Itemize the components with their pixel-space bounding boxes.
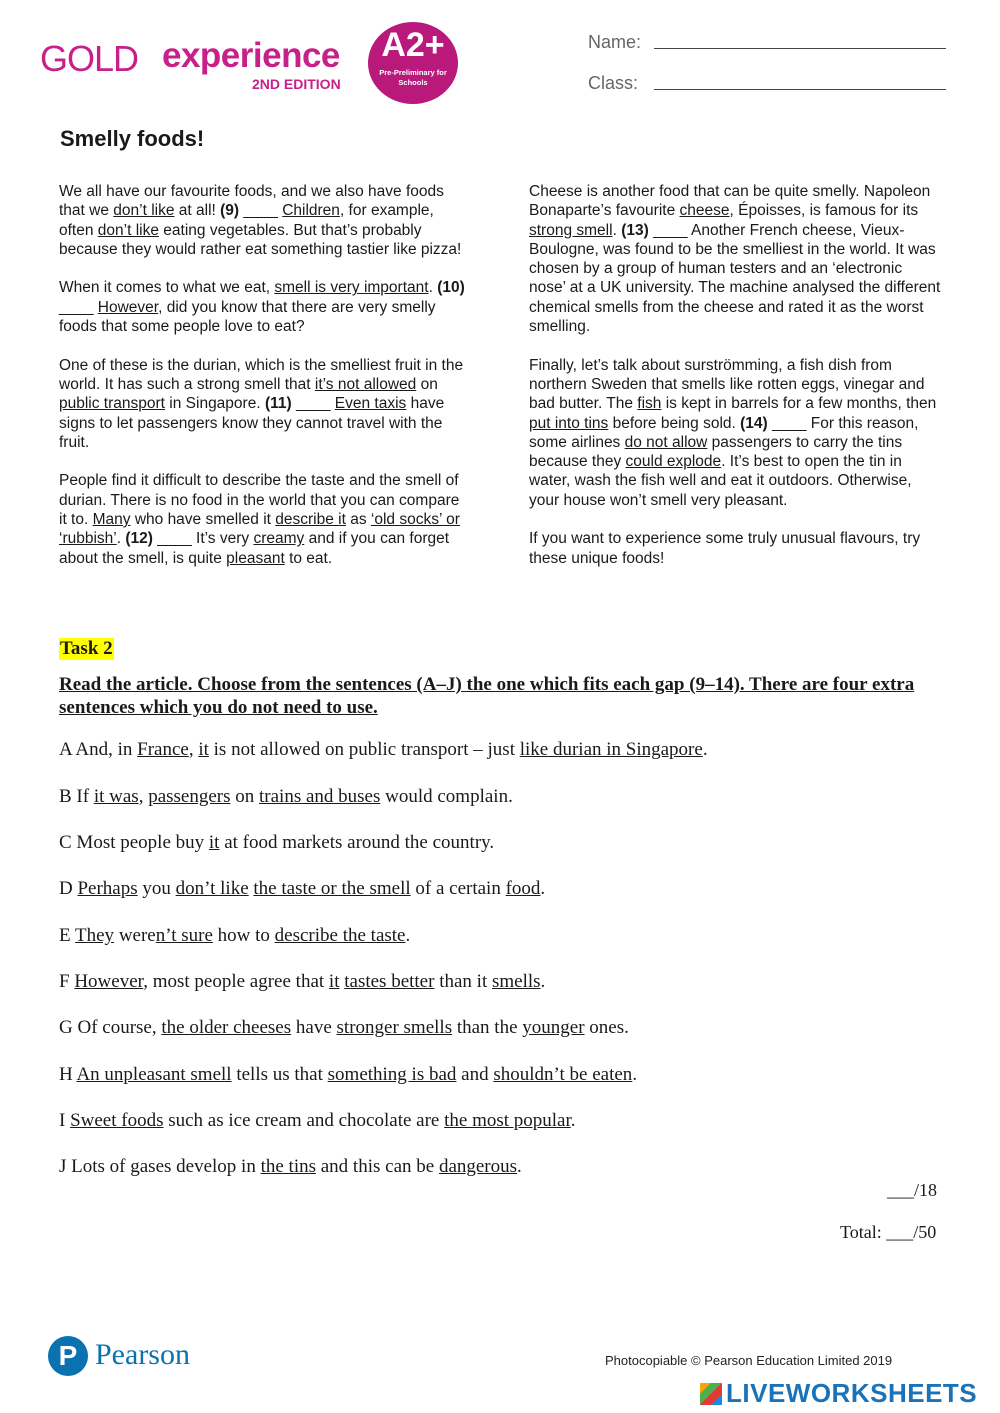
paragraph bbox=[529, 182, 941, 336]
underlined-text: n’t sure bbox=[155, 925, 213, 946]
text-run: Cheese is another food that can be quite smelly. Napoleon Bonaparte’s favourite bbox=[529, 183, 931, 220]
text-run: Finally, let’s talk about surströmming, a fish dish from northern Sweden that smells like rotten eggs, vinegar and bad butter. The bbox=[529, 356, 925, 413]
underlined-text: shouldn’t be eaten bbox=[493, 1064, 633, 1085]
text-run: ones. bbox=[584, 1017, 629, 1038]
underlined-text: creamy bbox=[253, 530, 305, 548]
text-run: . bbox=[540, 971, 546, 992]
text-run: of a certain bbox=[410, 878, 506, 899]
option-d bbox=[59, 878, 545, 900]
underlined-text: it bbox=[198, 739, 209, 760]
option-a bbox=[59, 739, 708, 761]
underlined-text: it’s not allowed bbox=[314, 375, 417, 393]
underlined-text: it bbox=[328, 971, 340, 992]
gap-number: (9) bbox=[220, 202, 240, 220]
underlined-text: They bbox=[75, 925, 115, 946]
text-run: eating vegetables. But that’s probably because they would rather eat something tastier like pizza! bbox=[59, 221, 462, 258]
text-run: tells us that bbox=[231, 1064, 328, 1085]
text-run: , bbox=[138, 786, 149, 807]
underlined-text: tastes better bbox=[344, 971, 435, 992]
text-run: at all! bbox=[174, 202, 221, 220]
gap-number: (14) bbox=[740, 414, 768, 432]
option-g bbox=[59, 1017, 629, 1039]
badge-level: A2+ bbox=[381, 26, 445, 64]
text-run: to eat. bbox=[284, 549, 333, 567]
text-run: . bbox=[517, 1156, 522, 1177]
underlined-text: smells bbox=[491, 971, 541, 992]
underlined-text: cheese bbox=[679, 202, 730, 220]
text-run: have signs to let passengers know they cannot travel with the fruit. bbox=[59, 395, 445, 451]
underlined-text: like durian in Singapore bbox=[519, 739, 703, 760]
text-run: People find it difficult to describe the taste and the smell of durian. There is no food in the world that you can compare it to. bbox=[59, 472, 460, 529]
paragraph bbox=[59, 471, 471, 567]
task-instruction: Read the article. Choose from the sentences (A–J) the one which fits each gap (9–14). There are four extra sentences which you do not need to use. bbox=[59, 674, 915, 718]
text-run: I bbox=[59, 1110, 71, 1131]
text-run: as bbox=[345, 511, 371, 529]
article-right-column bbox=[529, 182, 941, 587]
underlined-text: do not allow bbox=[624, 433, 708, 451]
class-field[interactable] bbox=[654, 88, 946, 90]
underlined-text: the most popular bbox=[444, 1110, 571, 1131]
task-score: ___/18 bbox=[887, 1180, 938, 1200]
underlined-text: describe it bbox=[275, 511, 346, 529]
underlined-text: However bbox=[74, 971, 144, 992]
option-c bbox=[59, 832, 494, 854]
text-run: you bbox=[137, 878, 176, 899]
text-run: A And, in bbox=[59, 739, 138, 760]
underlined-text: the older cheeses bbox=[161, 1017, 292, 1038]
paragraph bbox=[529, 356, 941, 510]
text-run: We all have our favourite foods, and we also have foods that we bbox=[59, 183, 444, 220]
gap-number: (11) bbox=[264, 395, 292, 413]
brand-experience-text: experience bbox=[162, 36, 340, 75]
underlined-text: describe the taste bbox=[274, 925, 406, 946]
text-run: ____ bbox=[239, 202, 283, 220]
underlined-text: ‘old socks’ or ‘rubbish’ bbox=[59, 511, 460, 548]
text-run: and this can be bbox=[316, 1156, 439, 1177]
text-run: . It’s best to open the tin in water, wash the fish well and eat it outdoors. Otherwise, your house won’t smell very pleasant. bbox=[529, 453, 912, 509]
paragraph bbox=[59, 356, 471, 452]
edition-label: 2ND EDITION bbox=[252, 76, 341, 92]
gap-number: (13) bbox=[621, 221, 649, 239]
text-run: If you want to experience some truly unusual flavours, try these unique foods! bbox=[529, 530, 921, 567]
task-label: Task 2 bbox=[60, 638, 113, 659]
text-run: than the bbox=[452, 1017, 523, 1038]
underlined-text: Children bbox=[282, 202, 340, 220]
underlined-text: pleasant bbox=[226, 549, 285, 567]
underlined-text: An unpleasant smell bbox=[76, 1064, 232, 1085]
text-run: . bbox=[632, 1064, 638, 1085]
underlined-text: public transport bbox=[59, 395, 165, 413]
option-b bbox=[59, 786, 513, 808]
underlined-text: younger bbox=[522, 1017, 585, 1038]
pearson-logo-icon: P bbox=[48, 1336, 88, 1376]
liveworksheets-text: LIVEWORKSHEETS bbox=[726, 1378, 978, 1408]
brand-gold-text: GOLD bbox=[40, 38, 139, 79]
text-run: in Singapore. bbox=[164, 395, 265, 413]
underlined-text: it bbox=[208, 832, 220, 853]
text-run: were bbox=[114, 925, 156, 946]
name-label: Name: bbox=[588, 32, 642, 52]
text-run: . bbox=[540, 878, 546, 899]
text-run: before being sold. bbox=[608, 414, 741, 432]
underlined-text: Sweet foods bbox=[70, 1110, 164, 1131]
text-run: . bbox=[702, 739, 708, 760]
option-j bbox=[59, 1156, 522, 1178]
underlined-text: don’t like bbox=[97, 221, 159, 239]
liveworksheets-icon bbox=[700, 1383, 722, 1405]
underlined-text: France bbox=[137, 739, 189, 760]
article-left-column bbox=[59, 182, 471, 587]
paragraph bbox=[59, 182, 471, 259]
text-run: E bbox=[59, 925, 76, 946]
text-run: . bbox=[570, 1110, 576, 1131]
underlined-text: the taste or the smell bbox=[253, 878, 411, 899]
underlined-text: However bbox=[97, 298, 159, 316]
option-f bbox=[59, 971, 545, 993]
underlined-text: Perhaps bbox=[77, 878, 138, 899]
underlined-text: stronger smells bbox=[336, 1017, 453, 1038]
option-i bbox=[59, 1110, 576, 1132]
underlined-text: Many bbox=[92, 511, 131, 529]
text-run: on bbox=[230, 786, 259, 807]
text-run: One of these is the durian, which is the smelliest fruit in the world. It has such a strong smell that bbox=[59, 356, 464, 393]
underlined-text: put into tins bbox=[529, 414, 609, 432]
underlined-text: could explode bbox=[625, 453, 722, 471]
gap-number: (10) bbox=[437, 279, 465, 297]
underlined-text: the tins bbox=[260, 1156, 316, 1177]
underlined-text: strong smell bbox=[529, 221, 613, 239]
text-run: such as ice cream and chocolate are bbox=[163, 1110, 445, 1131]
text-run: ____ For this reason, some airlines bbox=[529, 414, 919, 451]
class-label: Class: bbox=[588, 73, 639, 93]
underlined-text: fish bbox=[637, 395, 662, 413]
underlined-text: don’t like bbox=[113, 202, 175, 220]
underlined-text: don’t like bbox=[175, 878, 249, 899]
text-run: who have smelled it bbox=[130, 511, 276, 529]
text-run: , bbox=[188, 739, 199, 760]
name-field[interactable] bbox=[654, 47, 946, 49]
underlined-text: food bbox=[505, 878, 541, 899]
text-run: , did you know that there are very smelly foods that some people love to eat? bbox=[59, 298, 436, 336]
text-run: H bbox=[59, 1064, 77, 1085]
gap-number: (12) bbox=[125, 530, 153, 548]
text-run: J Lots of gases develop in bbox=[59, 1156, 261, 1177]
article-title: Smelly foods! bbox=[60, 126, 205, 151]
underlined-text: it was bbox=[93, 786, 139, 807]
text-run: at food markets around the country. bbox=[219, 832, 495, 853]
text-run: have bbox=[291, 1017, 337, 1038]
paragraph bbox=[59, 278, 471, 336]
underlined-text: dangerous bbox=[438, 1156, 518, 1177]
copyright-notice: Photocopiable © Pearson Education Limited 2019 bbox=[605, 1353, 893, 1368]
text-run: would complain. bbox=[380, 786, 513, 807]
text-run: passengers to carry the tins because they bbox=[529, 433, 903, 471]
paragraph bbox=[529, 529, 941, 568]
text-run: . bbox=[428, 279, 438, 297]
underlined-text: smell is very important bbox=[274, 279, 429, 297]
badge-subtitle: Pre-Preliminary for Schools bbox=[379, 68, 447, 87]
text-run: F bbox=[59, 971, 75, 992]
text-run: ____ bbox=[291, 395, 335, 413]
text-run: is not allowed on public transport – just bbox=[208, 739, 520, 760]
text-run: is kept in barrels for a few months, then bbox=[661, 395, 937, 413]
text-run: and bbox=[456, 1064, 494, 1085]
text-run: . bbox=[612, 221, 622, 239]
underlined-text: passengers bbox=[148, 786, 231, 807]
text-run: G Of course, bbox=[59, 1017, 162, 1038]
total-score: Total: ___/50 bbox=[840, 1222, 937, 1242]
level-badge bbox=[368, 22, 458, 104]
pearson-wordmark: Pearson bbox=[95, 1338, 190, 1371]
text-run: on bbox=[416, 375, 438, 393]
text-run: , for example, often bbox=[59, 202, 434, 239]
text-run: When it comes to what we eat, bbox=[59, 279, 275, 297]
text-run: . bbox=[405, 925, 411, 946]
text-run: B If bbox=[59, 786, 94, 807]
underlined-text: trains and buses bbox=[259, 786, 381, 807]
text-run: how to bbox=[212, 925, 275, 946]
text-run: D bbox=[59, 878, 78, 899]
text-run: ____ It’s very bbox=[152, 530, 254, 548]
text-run: , most people agree that bbox=[143, 971, 329, 992]
text-run: ____ Another French cheese, Vieux-Boulogne, was found to be the smelliest in the world. It was chosen by a group of human testers and an ‘electronic nose’ at a UK university. The machine analysed the different chemical smells from the cheese and rated it as the worst smelling. bbox=[529, 221, 941, 336]
text-run: than it bbox=[434, 971, 492, 992]
option-h bbox=[59, 1064, 637, 1086]
text-run: C Most people buy bbox=[59, 832, 209, 853]
option-e bbox=[59, 925, 410, 947]
text-run: , Époisses, is famous for its bbox=[729, 202, 919, 220]
liveworksheets-logo bbox=[700, 1378, 977, 1409]
text-run: ____ bbox=[59, 298, 98, 316]
text-run: . bbox=[116, 530, 126, 548]
text-run: and if you can forget about the smell, is quite bbox=[59, 530, 450, 567]
underlined-text: something is bad bbox=[327, 1064, 457, 1085]
underlined-text: Even taxis bbox=[334, 395, 407, 413]
